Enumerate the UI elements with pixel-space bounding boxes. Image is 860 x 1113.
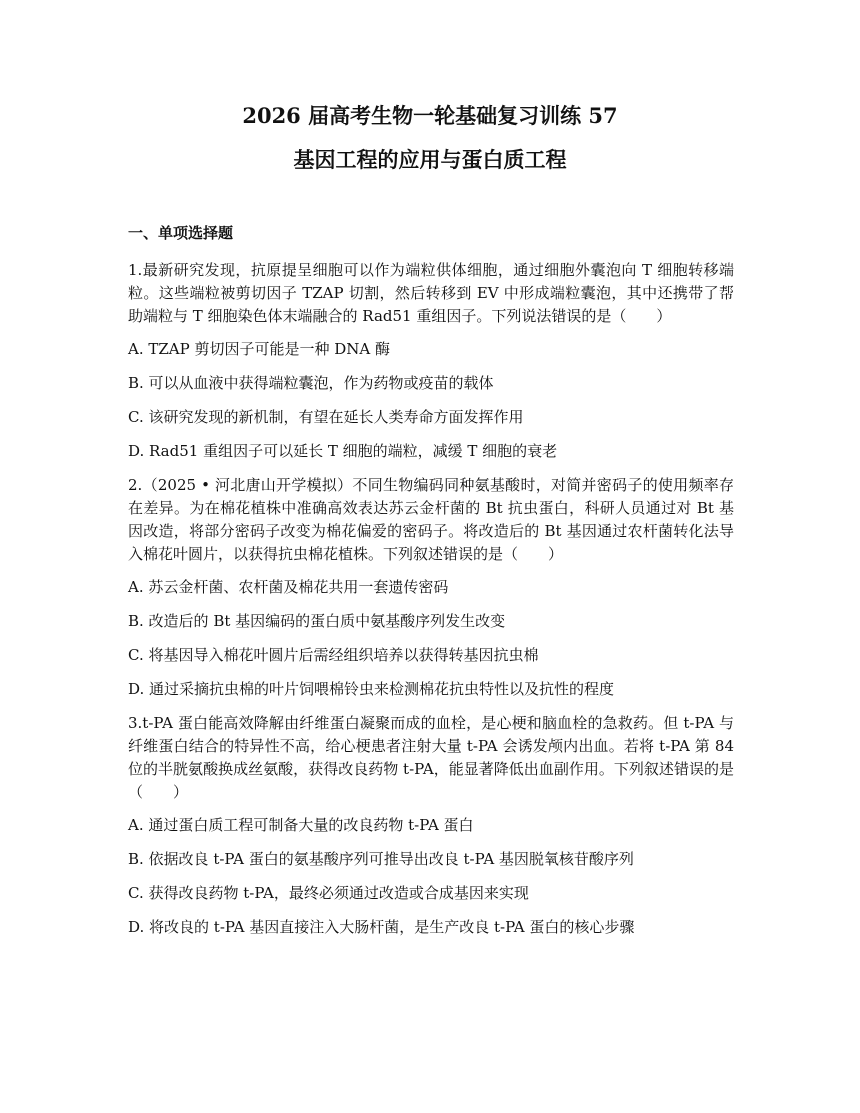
option-d: D. 通过采摘抗虫棉的叶片饲喂棉铃虫来检测棉花抗虫特性以及抗性的程度	[128, 680, 615, 698]
option-b: B. 依据改良 t-PA 蛋白的氨基酸序列可推导出改良 t-PA 基因脱氧核苷酸序列	[128, 850, 634, 868]
option-c: C. 将基因导入棉花叶圆片后需经组织培养以获得转基因抗虫棉	[128, 646, 539, 664]
option-d: D. 将改良的 t-PA 基因直接注入大肠杆菌，是生产改良 t-PA 蛋白的核心步骤	[128, 918, 635, 936]
option-a: A. 苏云金杆菌、农杆菌及棉花共用一套遗传密码	[128, 578, 449, 596]
document-subtitle: 基因工程的应用与蛋白质工程	[293, 147, 567, 172]
question-stem: 1.最新研究发现，抗原提呈细胞可以作为端粒供体细胞，通过细胞外囊泡向 T 细胞转移端粒。这些端粒被剪切因子 TZAP 切割，然后转移到 EV 中形成端粒囊泡，其中还携带了帮助端粒与 T 细胞染色体末端融合的 Rad51 重组因子。下列说法错误的是（ ）	[128, 261, 734, 325]
question-2	[128, 474, 734, 701]
question-stem: 2.（2025 • 河北唐山开学模拟）不同生物编码同种氨基酸时，对简并密码子的使用频率存在差异。为在棉花植株中准确高效表达苏云金杆菌的 Bt 抗虫蛋白，科研人员通过对 Bt 基因改造，将部分密码子改变为棉花偏爱的密码子。将改造后的 Bt 基因通过农杆菌转化法导入棉花叶圆片，以获得抗虫棉花植株。下列叙述错误的是（ ）	[128, 476, 734, 563]
option-c: C. 该研究发现的新机制，有望在延长人类寿命方面发挥作用	[128, 408, 524, 426]
option-b: B. 可以从血液中获得端粒囊泡，作为药物或疫苗的载体	[128, 374, 494, 392]
question-list	[128, 259, 734, 950]
question-3	[128, 712, 734, 939]
question-stem: 3.t-PA 蛋白能高效降解由纤维蛋白凝聚而成的血栓，是心梗和脑血栓的急救药。但 t-PA 与纤维蛋白结合的特异性不高，给心梗患者注射大量 t-PA 会诱发颅内出血。若将 t-PA 第 84 位的半胱氨酸换成丝氨酸，获得改良药物 t-PA，能显著降低出血副作用。下列叙述错误的是（ ）	[128, 714, 734, 801]
question-1	[128, 259, 734, 463]
option-a: A. 通过蛋白质工程可制备大量的改良药物 t-PA 蛋白	[128, 816, 474, 834]
document-title: 2026 届高考生物一轮基础复习训练 57	[242, 103, 618, 128]
option-c: C. 获得改良药物 t-PA，最终必须通过改造或合成基因来实现	[128, 884, 529, 902]
section-heading: 一、单项选择题	[128, 224, 234, 242]
option-d: D. Rad51 重组因子可以延长 T 细胞的端粒，减缓 T 细胞的衰老	[128, 442, 558, 460]
option-a: A. TZAP 剪切因子可能是一种 DNA 酶	[128, 340, 391, 358]
option-b: B. 改造后的 Bt 基因编码的蛋白质中氨基酸序列发生改变	[128, 612, 506, 630]
